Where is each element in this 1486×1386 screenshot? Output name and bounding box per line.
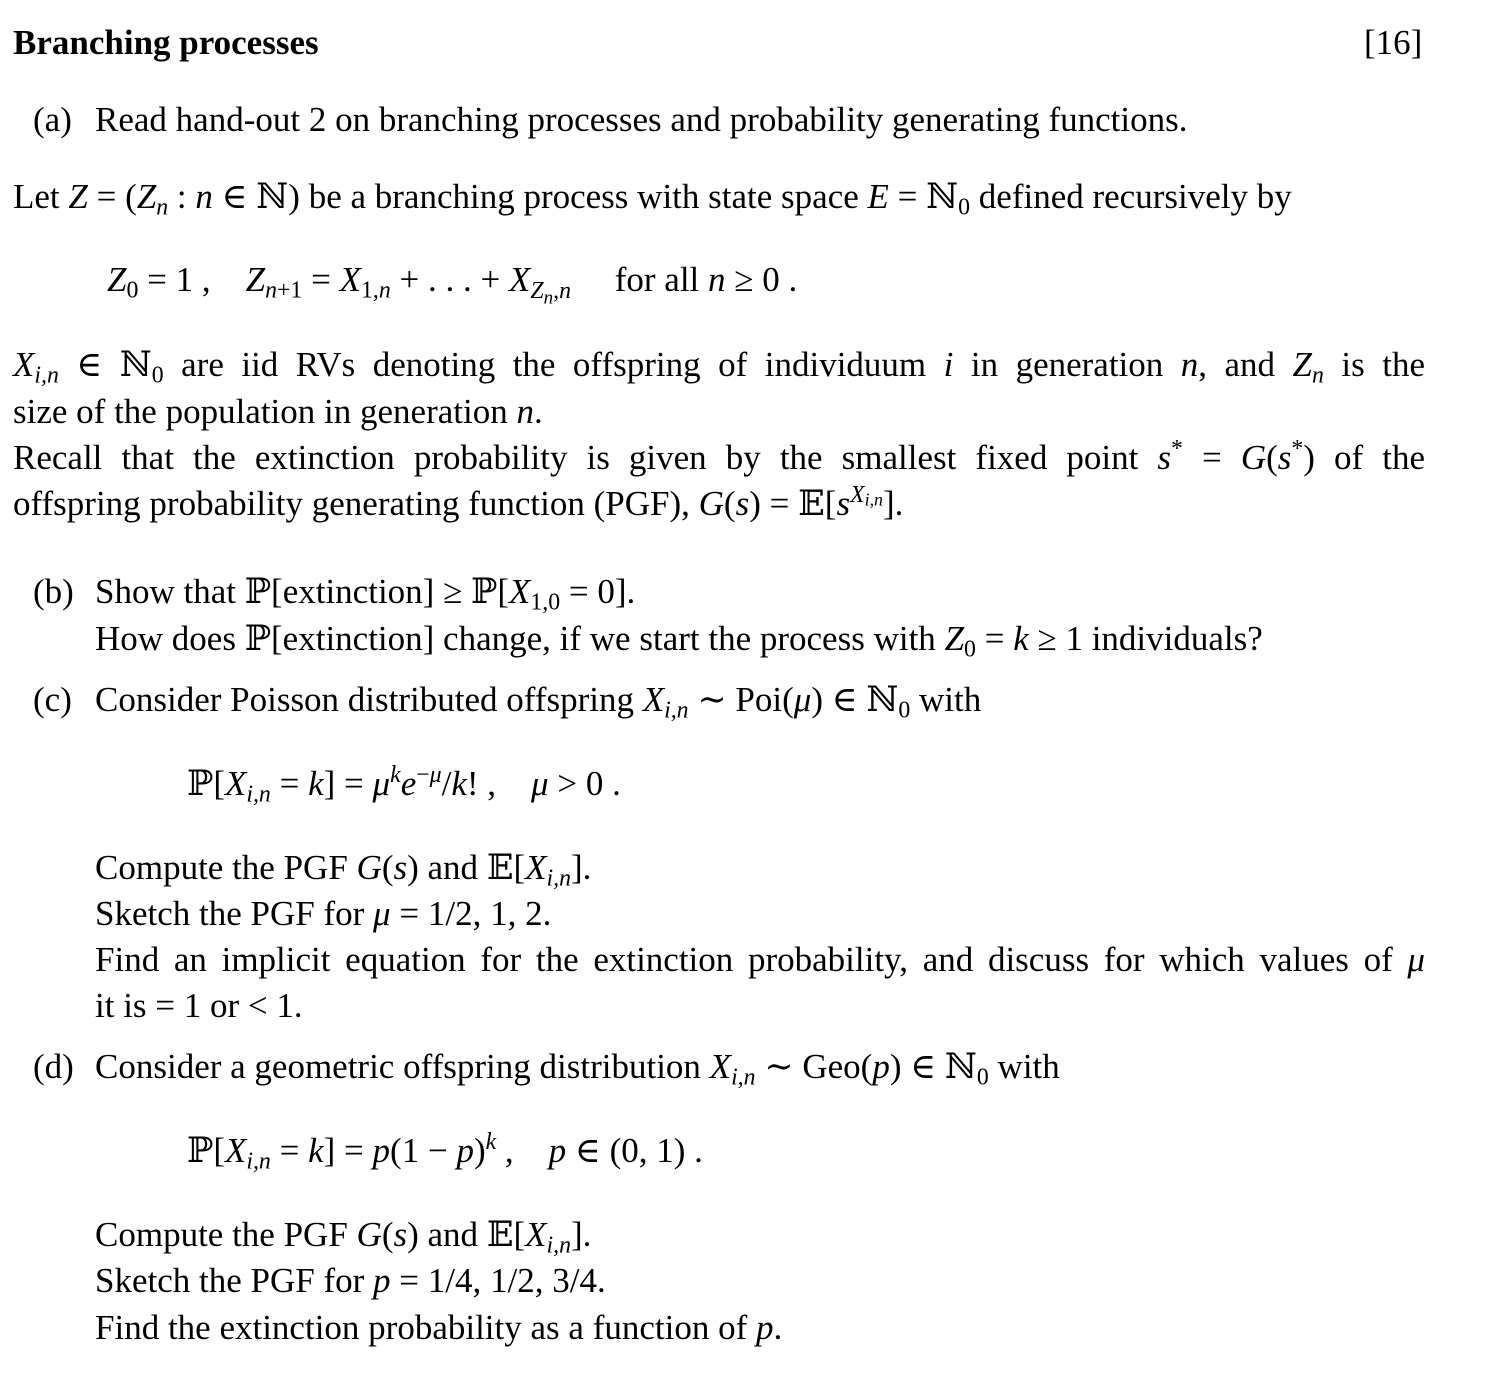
part-d-task-1: Compute the PGF G(s) and $𝔼[X_{i,n}]$. [95,1215,592,1259]
recall-line-1: Recall that the extinction probability is given by the smallest fixed point s* = G(s*) of the [13,435,1425,477]
geometric-pmf-equation: $ℙ[X_{i,n} = k] = p(1 - p)^k$ , p ∈ (0, 1) . [187,1128,703,1175]
points-label: [16] [1364,23,1423,62]
part-d-task-3: Find the extinction probability as a function of p. [95,1308,783,1347]
part-b-line-1: Show that ℙ[extinction] ≥ $ℙ[X_{1,0} = 0]$. [95,572,636,616]
definition-line-1: $X_{i,n}$ ∈ ℕ$_0$ are iid RVs denoting the offspring of individuum i in generation n, and $Z_n$ is the [13,345,1426,389]
part-c-task-3: Find an implicit equation for the extinction probability, and discuss for which values of μ [95,940,1425,979]
part-d-label: (d) [33,1047,74,1086]
part-c-task-1: Compute the PGF G(s) and $𝔼[X_{i,n}]$. [95,848,592,892]
intro-line-1: Let $Z = (Z_n$ : n ∈ ℕ) be a branching process with state space E = ℕ$_0$ defined recursively by [13,177,1292,221]
part-c-task-4: it is = 1 or < 1. [95,986,303,1025]
part-d-task-2: Sketch the PGF for p = 1/4, 1/2, 3/4. [95,1261,606,1300]
part-b-line-2: How does ℙ[extinction] change, if we start the process with $Z_0 = k \ge 1$ individuals? [95,619,1263,663]
part-c-label: (c) [33,680,72,719]
part-c-task-2: Sketch the PGF for μ = 1/2, 1, 2. [95,894,552,933]
poisson-pmf-equation: $ℙ[X_{i,n} = k] = \mu^ke^{-\mu}/k$! , μ > 0 . [187,761,621,808]
part-a-label: (a) [33,100,72,139]
part-d-line-1: Consider a geometric offspring distribution $X_{i,n}$ ∼ Geo(p) ∈ ℕ$_0$ with [95,1047,1060,1091]
recall-line-2: offspring probability generating function (PGF), $G(s) = 𝔼[s^{X_{i,n}}]$. [13,481,904,523]
part-a-text: Read hand-out 2 on branching processes and probability generating functions. [95,100,1188,139]
part-c-line-1: Consider Poisson distributed offspring $X_{i,n}$ ∼ Poi(μ) ∈ ℕ$_0$ with [95,680,982,724]
part-b-label: (b) [33,572,74,611]
recursion-equation: $Z_0 = 1$ , $Z_{n+1} = X_{1,n}$ + . . . + $X_{Z_n,n}$ for all n ≥ 0 . [107,260,798,308]
section-title: Branching processes [13,23,319,62]
definition-line-2: size of the population in generation n. [13,392,543,431]
